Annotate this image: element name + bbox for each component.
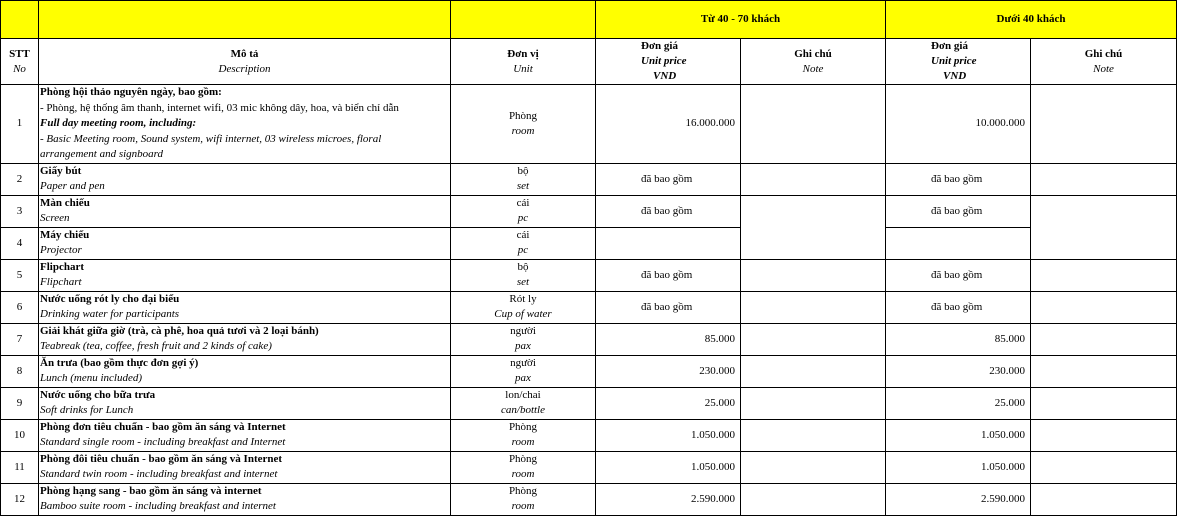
row-unit: cái pc xyxy=(451,195,596,227)
row-price-1: 230.000 xyxy=(596,355,741,387)
row-unit: người pax xyxy=(451,355,596,387)
row-price-2: đã bao gồm xyxy=(886,259,1031,291)
table-row xyxy=(1,85,1177,164)
row-description: Ăn trưa (bao gồm thực đơn gợi ý) Lunch (menu included) xyxy=(39,355,451,387)
row-unit: Phòng room xyxy=(451,483,596,515)
table-row xyxy=(1,195,1177,227)
row-description: Máy chiếu Projector xyxy=(39,227,451,259)
row-price-1: 16.000.000 xyxy=(596,85,741,164)
row-price-2: 1.050.000 xyxy=(886,451,1031,483)
table-row xyxy=(1,291,1177,323)
row-note-2 xyxy=(1031,451,1177,483)
row-price-2: đã bao gồm xyxy=(886,291,1031,323)
row-note-2 xyxy=(1031,195,1177,259)
row-price-1: đã bao gồm xyxy=(596,259,741,291)
row-unit: Phòng room xyxy=(451,451,596,483)
row-unit: Phòng room xyxy=(451,419,596,451)
column-header-row xyxy=(1,39,1177,85)
row-description: Phòng hạng sang - bao gồm ăn sáng và internet Bamboo suite room - including breakfast and internet xyxy=(39,483,451,515)
row-description: Phòng đơn tiêu chuẩn - bao gồm ăn sáng và Internet Standard single room - including breakfast and Internet xyxy=(39,419,451,451)
table-row xyxy=(1,451,1177,483)
row-price-2: 2.590.000 xyxy=(886,483,1031,515)
row-price-1: 1.050.000 xyxy=(596,419,741,451)
row-description: Giấy bút Paper and pen xyxy=(39,163,451,195)
row-note-2 xyxy=(1031,387,1177,419)
header-price-2: Đơn giá Unit price VND xyxy=(886,39,1031,85)
row-price-2: 25.000 xyxy=(886,387,1031,419)
row-description: Giải khát giữa giờ (trà, cà phê, hoa quả tươi và 2 loại bánh) Teabreak (tea, coffee, fresh fruit and 2 kinds of cake) xyxy=(39,323,451,355)
row-note-1 xyxy=(741,483,886,515)
row-description: Phòng đôi tiêu chuẩn - bao gồm ăn sáng và Internet Standard twin room - including breakfast and internet xyxy=(39,451,451,483)
row-price-1: đã bao gồm xyxy=(596,195,741,227)
table-row xyxy=(1,163,1177,195)
table-row xyxy=(1,227,1177,259)
row-price-1 xyxy=(596,227,741,259)
row-unit: cái pc xyxy=(451,227,596,259)
row-note-1 xyxy=(741,355,886,387)
table-row xyxy=(1,259,1177,291)
row-description: Phòng hội thảo nguyên ngày, bao gồm: - Phòng, hệ thống âm thanh, internet wifi, 03 mic không dây, hoa, và biển chỉ dẫn Full day meeting room, including: - Basic Meeting room, Sound system, wifi internet, 03 wireless microes, floral arrangement and signboard xyxy=(39,85,451,164)
row-note-1 xyxy=(741,291,886,323)
group-header-40-70: Từ 40 - 70 khách xyxy=(596,1,886,39)
table-row xyxy=(1,387,1177,419)
row-price-2: 230.000 xyxy=(886,355,1031,387)
row-note-2 xyxy=(1031,419,1177,451)
row-description: Flipchart Flipchart xyxy=(39,259,451,291)
row-unit: người pax xyxy=(451,323,596,355)
row-note-1 xyxy=(741,419,886,451)
row-number: 2 xyxy=(1,163,39,195)
row-number: 1 xyxy=(1,85,39,164)
row-note-2 xyxy=(1031,291,1177,323)
blank-cell xyxy=(39,1,451,39)
blank-cell xyxy=(1,1,39,39)
row-price-2: 85.000 xyxy=(886,323,1031,355)
row-number: 11 xyxy=(1,451,39,483)
row-description: Nước uống rót ly cho đại biểu Drinking water for participants xyxy=(39,291,451,323)
row-number: 5 xyxy=(1,259,39,291)
row-note-1 xyxy=(741,451,886,483)
row-number: 12 xyxy=(1,483,39,515)
row-unit: bộ set xyxy=(451,259,596,291)
row-price-1: đã bao gồm xyxy=(596,163,741,195)
row-price-1: 25.000 xyxy=(596,387,741,419)
table-row xyxy=(1,419,1177,451)
table-row xyxy=(1,355,1177,387)
row-note-1 xyxy=(741,195,886,259)
row-number: 3 xyxy=(1,195,39,227)
group-header-row xyxy=(1,1,1177,39)
row-number: 9 xyxy=(1,387,39,419)
row-unit: Rót ly Cup of water xyxy=(451,291,596,323)
header-note-2: Ghi chú Note xyxy=(1031,39,1177,85)
row-number: 4 xyxy=(1,227,39,259)
row-note-2 xyxy=(1031,483,1177,515)
row-note-2 xyxy=(1031,323,1177,355)
row-unit: lon/chai can/bottle xyxy=(451,387,596,419)
header-unit: Đơn vị Unit xyxy=(451,39,596,85)
row-note-1 xyxy=(741,259,886,291)
row-price-1: 2.590.000 xyxy=(596,483,741,515)
row-price-2: đã bao gồm xyxy=(886,195,1031,227)
row-note-1 xyxy=(741,163,886,195)
row-note-2 xyxy=(1031,259,1177,291)
row-price-2: 1.050.000 xyxy=(886,419,1031,451)
row-description: Nước uống cho bữa trưa Soft drinks for Lunch xyxy=(39,387,451,419)
row-note-2 xyxy=(1031,85,1177,164)
row-note-1 xyxy=(741,387,886,419)
row-description: Màn chiếu Screen xyxy=(39,195,451,227)
header-price-1: Đơn giá Unit price VND xyxy=(596,39,741,85)
row-price-1: đã bao gồm xyxy=(596,291,741,323)
group-header-under-40: Dưới 40 khách xyxy=(886,1,1177,39)
row-price-1: 1.050.000 xyxy=(596,451,741,483)
row-unit: bộ set xyxy=(451,163,596,195)
row-note-2 xyxy=(1031,355,1177,387)
row-note-2 xyxy=(1031,163,1177,195)
header-note-1: Ghi chú Note xyxy=(741,39,886,85)
header-stt: STT No xyxy=(1,39,39,85)
row-number: 8 xyxy=(1,355,39,387)
table-row xyxy=(1,323,1177,355)
row-number: 6 xyxy=(1,291,39,323)
row-price-2: đã bao gồm xyxy=(886,163,1031,195)
header-description: Mô tả Description xyxy=(39,39,451,85)
row-price-2: 10.000.000 xyxy=(886,85,1031,164)
table-row xyxy=(1,483,1177,515)
row-note-1 xyxy=(741,323,886,355)
row-number: 10 xyxy=(1,419,39,451)
row-number: 7 xyxy=(1,323,39,355)
row-unit: Phòng room xyxy=(451,85,596,164)
row-note-1 xyxy=(741,85,886,164)
row-price-1: 85.000 xyxy=(596,323,741,355)
row-price-2 xyxy=(886,227,1031,259)
blank-cell xyxy=(451,1,596,39)
